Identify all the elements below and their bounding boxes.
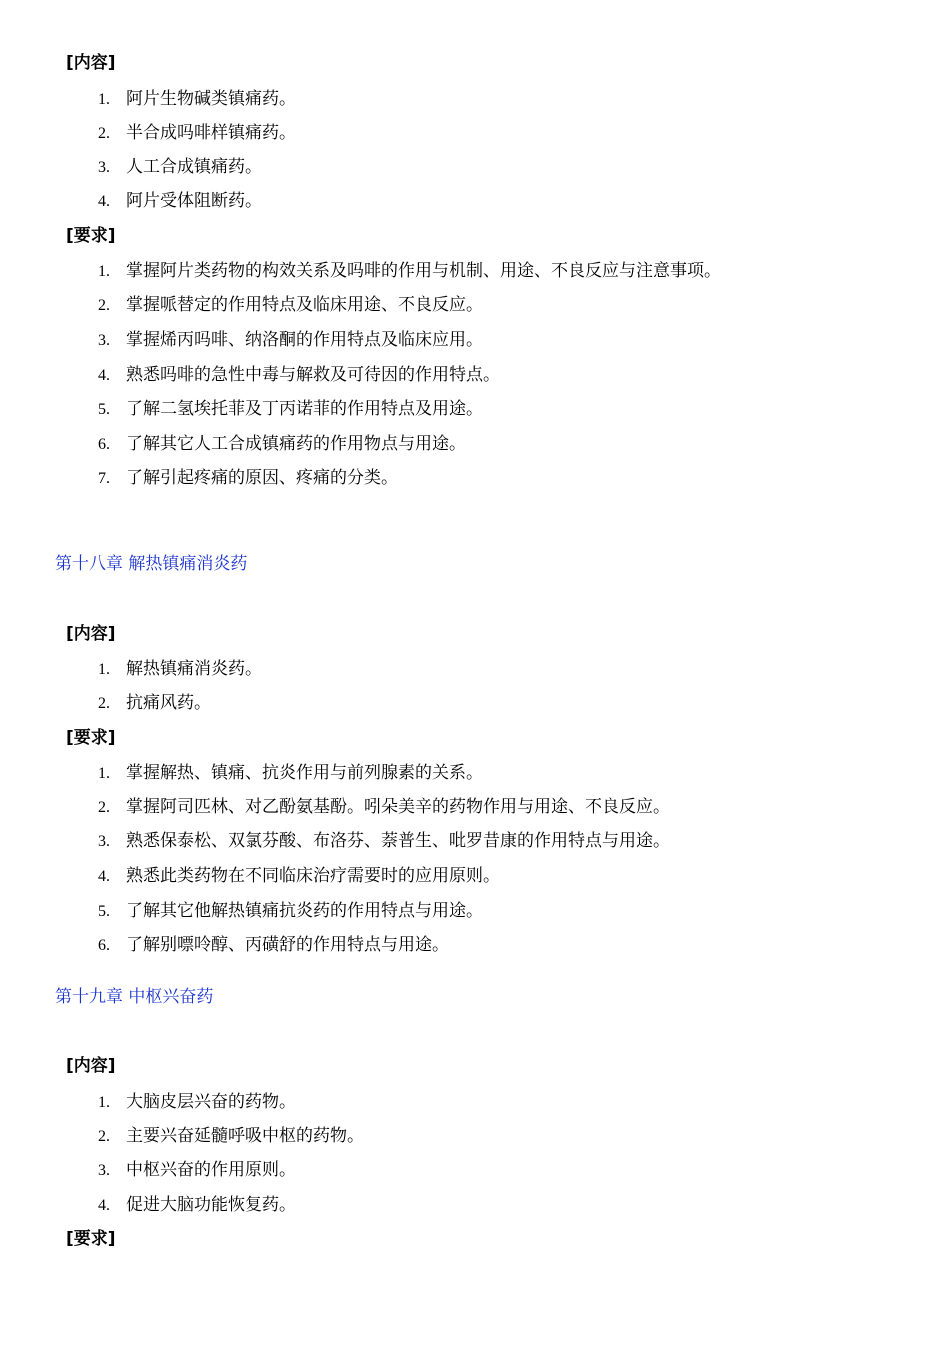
list-item <box>98 467 398 490</box>
item-text: 了解其它人工合成镇痛药的作用物点与用途。 <box>126 434 466 454</box>
item-text: 了解引起疼痛的原因、疼痛的分类。 <box>126 468 398 488</box>
list-item <box>98 692 211 715</box>
list-item <box>98 900 483 923</box>
item-number: 1. <box>98 263 110 280</box>
item-number: 1. <box>98 661 110 678</box>
item-number: 3. <box>98 833 110 850</box>
item-number: 2. <box>98 1128 110 1145</box>
content-label: [内容] <box>66 1056 116 1076</box>
item-text: 主要兴奋延髓呼吸中枢的药物。 <box>126 1126 364 1146</box>
item-text: 熟悉此类药物在不同临床治疗需要时的应用原则。 <box>126 866 500 886</box>
list-item <box>98 1091 296 1114</box>
item-text: 阿片生物碱类镇痛药。 <box>126 89 296 109</box>
item-number: 1. <box>98 91 110 108</box>
list-item <box>98 1125 364 1148</box>
list-item <box>98 433 466 456</box>
content-label: [内容] <box>66 624 116 644</box>
item-text: 了解别嘌呤醇、丙磺舒的作用特点与用途。 <box>126 935 449 955</box>
item-number: 2. <box>98 799 110 816</box>
item-number: 3. <box>98 332 110 349</box>
content-label: [内容] <box>66 53 116 73</box>
requirements-label: [要求] <box>66 226 116 246</box>
item-text: 了解其它他解热镇痛抗炎药的作用特点与用途。 <box>126 901 483 921</box>
list-item <box>98 156 262 179</box>
list-item <box>98 329 483 352</box>
item-number: 1. <box>98 765 110 782</box>
item-text: 掌握哌替定的作用特点及临床用途、不良反应。 <box>126 295 483 315</box>
list-item <box>98 865 500 888</box>
item-text: 抗痛风药。 <box>126 693 211 713</box>
chapter-heading: 第十九章 中枢兴奋药 <box>55 987 214 1007</box>
list-item <box>98 122 296 145</box>
item-number: 4. <box>98 868 110 885</box>
requirements-label: [要求] <box>66 1229 116 1249</box>
item-number: 1. <box>98 1094 110 1111</box>
item-text: 了解二氢埃托菲及丁丙诺菲的作用特点及用途。 <box>126 399 483 419</box>
item-number: 4. <box>98 367 110 384</box>
item-number: 5. <box>98 401 110 418</box>
list-item <box>98 190 262 213</box>
item-number: 4. <box>98 193 110 210</box>
item-number: 4. <box>98 1197 110 1214</box>
item-number: 2. <box>98 695 110 712</box>
item-text: 掌握烯丙吗啡、纳洛酮的作用特点及临床应用。 <box>126 330 483 350</box>
list-item <box>98 88 296 111</box>
list-item <box>98 796 670 819</box>
item-text: 中枢兴奋的作用原则。 <box>126 1160 296 1180</box>
list-item <box>98 934 449 957</box>
list-item <box>98 398 483 421</box>
item-text: 人工合成镇痛药。 <box>126 157 262 177</box>
list-item <box>98 364 500 387</box>
item-number: 7. <box>98 470 110 487</box>
list-item <box>98 658 262 681</box>
item-number: 2. <box>98 125 110 142</box>
item-text: 半合成吗啡样镇痛药。 <box>126 123 296 143</box>
item-text: 掌握阿片类药物的构效关系及吗啡的作用与机制、用途、不良反应与注意事项。 <box>126 261 721 281</box>
item-number: 6. <box>98 436 110 453</box>
item-text: 阿片受体阻断药。 <box>126 191 262 211</box>
list-item <box>98 762 483 785</box>
item-text: 熟悉保泰松、双氯芬酸、布洛芬、萘普生、吡罗昔康的作用特点与用途。 <box>126 831 670 851</box>
item-text: 大脑皮层兴奋的药物。 <box>126 1092 296 1112</box>
list-item <box>98 1194 296 1217</box>
chapter-heading: 第十八章 解热镇痛消炎药 <box>55 554 248 574</box>
item-text: 掌握解热、镇痛、抗炎作用与前列腺素的关系。 <box>126 763 483 783</box>
item-text: 掌握阿司匹林、对乙酚氨基酚。吲朵美辛的药物作用与用途、不良反应。 <box>126 797 670 817</box>
item-text: 解热镇痛消炎药。 <box>126 659 262 679</box>
item-number: 3. <box>98 1162 110 1179</box>
item-number: 2. <box>98 297 110 314</box>
list-item <box>98 260 721 283</box>
list-item <box>98 830 670 853</box>
requirements-label: [要求] <box>66 728 116 748</box>
item-number: 6. <box>98 937 110 954</box>
item-text: 熟悉吗啡的急性中毒与解救及可待因的作用特点。 <box>126 365 500 385</box>
item-number: 5. <box>98 903 110 920</box>
item-number: 3. <box>98 159 110 176</box>
list-item <box>98 1159 296 1182</box>
list-item <box>98 294 483 317</box>
item-text: 促进大脑功能恢复药。 <box>126 1195 296 1215</box>
